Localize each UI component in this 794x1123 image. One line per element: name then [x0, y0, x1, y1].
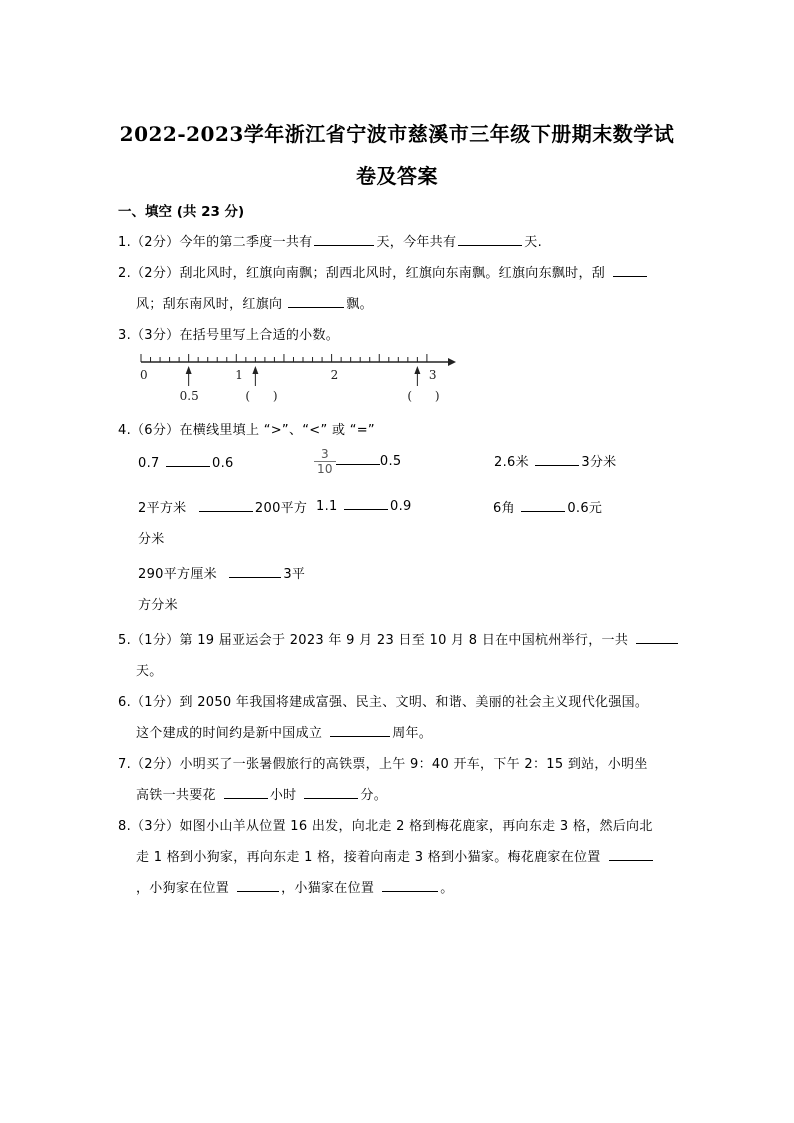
q1-blank-2[interactable]: [458, 233, 522, 246]
question-8-line3: [136, 877, 454, 896]
compare-right: 3分米: [581, 455, 617, 470]
compare-item-1: [138, 454, 234, 471]
q1-mid: 天，今年共有: [376, 235, 457, 250]
question-2-line2: [136, 293, 373, 312]
compare-item-3: [494, 451, 616, 470]
number-line: [130, 350, 470, 406]
q5-text: 5.（1分）第 19 届亚运会于 2023 年 9 月 23 日至 10 月 8 日在中国杭州举行，一共: [118, 633, 629, 648]
q1-blank-1[interactable]: [314, 233, 374, 246]
compare-blank[interactable]: [344, 497, 388, 510]
question-1: [118, 231, 542, 250]
question-6-line1: 6.（1分）到 2050 年我国将建成富强、民主、文明、和谐、美丽的社会主义现代化强国。: [118, 695, 649, 710]
compare-left: 1.1: [316, 499, 338, 514]
question-7-line2: [136, 784, 387, 803]
fraction: [314, 447, 336, 476]
compare-blank[interactable]: [336, 452, 380, 465]
q5-blank[interactable]: [636, 631, 678, 644]
q2-blank-1[interactable]: [613, 264, 647, 277]
q8-line3-suffix: 。: [440, 881, 454, 896]
section-heading: 一、填空 (共 23 分): [118, 204, 245, 220]
compare-left: 290平方厘米: [138, 567, 217, 582]
q7-mid: 小时: [269, 788, 297, 803]
fraction-numerator: 3: [314, 447, 336, 462]
q8-line3-prefix: ，小狗家在位置: [136, 881, 230, 896]
question-8-line1: 8.（3分）如图小山羊从位置 16 出发，向北走 2 格到梅花鹿家，再向东走 3 格，然后向北: [118, 819, 653, 834]
compare-item-4-wrap: 分米: [138, 532, 165, 547]
number-line-answer-label: 0.5: [179, 389, 199, 403]
q2-blank-2[interactable]: [288, 295, 344, 308]
number-line-pointer-arrow: [252, 366, 258, 386]
compare-right: 3平: [283, 567, 306, 582]
number-line-answer-label[interactable]: ( ): [407, 389, 440, 403]
q7-blank-minutes[interactable]: [304, 786, 358, 799]
question-8-line2: [136, 846, 655, 865]
compare-right: 0.9: [390, 499, 412, 514]
compare-right: 200平方: [254, 501, 308, 516]
question-4: 4.（6分）在横线里填上 “>”、“<” 或 “=”: [118, 423, 375, 438]
q6-prefix: 这个建成的时间约是新中国成立: [136, 726, 323, 741]
fraction-denominator: 10: [317, 462, 333, 476]
compare-blank[interactable]: [166, 454, 210, 467]
q2-text: 2.（2分）刮北风时，红旗向南飘；刮西北风时，红旗向东南飘。红旗向东飘时，刮: [118, 266, 606, 281]
compare-item-7-wrap: 方分米: [138, 598, 178, 613]
q7-suffix: 分。: [360, 788, 388, 803]
compare-item-5: [316, 497, 412, 514]
compare-blank[interactable]: [229, 565, 281, 578]
compare-left: 6角: [493, 501, 515, 516]
compare-left: 0.7: [138, 456, 160, 471]
question-6-line2: [136, 722, 432, 741]
compare-right: 0.6: [212, 456, 234, 471]
compare-item-7: [138, 563, 305, 582]
compare-left: 2.6米: [494, 455, 529, 470]
q2-line2-suffix: 飘。: [346, 297, 373, 312]
q6-suffix: 周年。: [392, 726, 433, 741]
number-line-label: 1: [235, 368, 243, 382]
q8-blank-deer[interactable]: [609, 848, 653, 861]
compare-right: 0.5: [379, 454, 402, 469]
question-7-line1: 7.（2分）小明买了一张暑假旅行的高铁票，上午 9：40 开车，下午 2：15 到站，小明坐: [118, 757, 648, 772]
compare-blank[interactable]: [521, 499, 565, 512]
number-line-label: 0: [140, 368, 148, 382]
number-line-label: 3: [428, 368, 437, 382]
number-line-pointer-arrow: [186, 366, 192, 386]
number-line-pointer-arrow: [414, 366, 420, 386]
q8-blank-dog[interactable]: [237, 879, 279, 892]
q8-line2-text: 走 1 格到小狗家，再向东走 1 格，接着向南走 3 格到小猫家。梅花鹿家在位置: [136, 850, 601, 865]
question-3: 3.（3分）在括号里写上合适的小数。: [118, 328, 340, 343]
number-line-ticks: [141, 354, 427, 362]
q8-blank-cat[interactable]: [382, 879, 438, 892]
question-5-line1: [118, 629, 680, 648]
number-line-arrowhead: [448, 358, 456, 366]
q6-blank[interactable]: [330, 724, 390, 737]
compare-item-6: [493, 497, 602, 516]
compare-left: 2平方米: [138, 501, 187, 516]
question-5-line2: 天。: [136, 664, 163, 679]
q7-prefix: 高铁一共要花: [136, 788, 216, 803]
number-line-label: 2: [330, 368, 339, 382]
compare-item-4: [138, 497, 307, 516]
q7-blank-hours[interactable]: [224, 786, 268, 799]
compare-item-2: [314, 447, 401, 476]
document-title-line2: 卷及答案: [356, 164, 438, 188]
q2-line2-prefix: 风；刮东南风时，红旗向: [136, 297, 283, 312]
compare-right: 0.6元: [567, 501, 603, 516]
number-line-answer-label[interactable]: ( ): [245, 389, 278, 403]
question-2-line1: [118, 262, 649, 281]
document-title-line1: 2022-2023学年浙江省宁波市慈溪市三年级下册期末数学试: [119, 122, 675, 146]
q1-prefix: 1.（2分）今年的第二季度一共有: [118, 235, 313, 250]
compare-blank[interactable]: [535, 453, 579, 466]
q8-line3-mid: ，小猫家在位置: [281, 881, 375, 896]
compare-blank[interactable]: [199, 499, 253, 512]
q1-suffix: 天.: [524, 235, 543, 250]
